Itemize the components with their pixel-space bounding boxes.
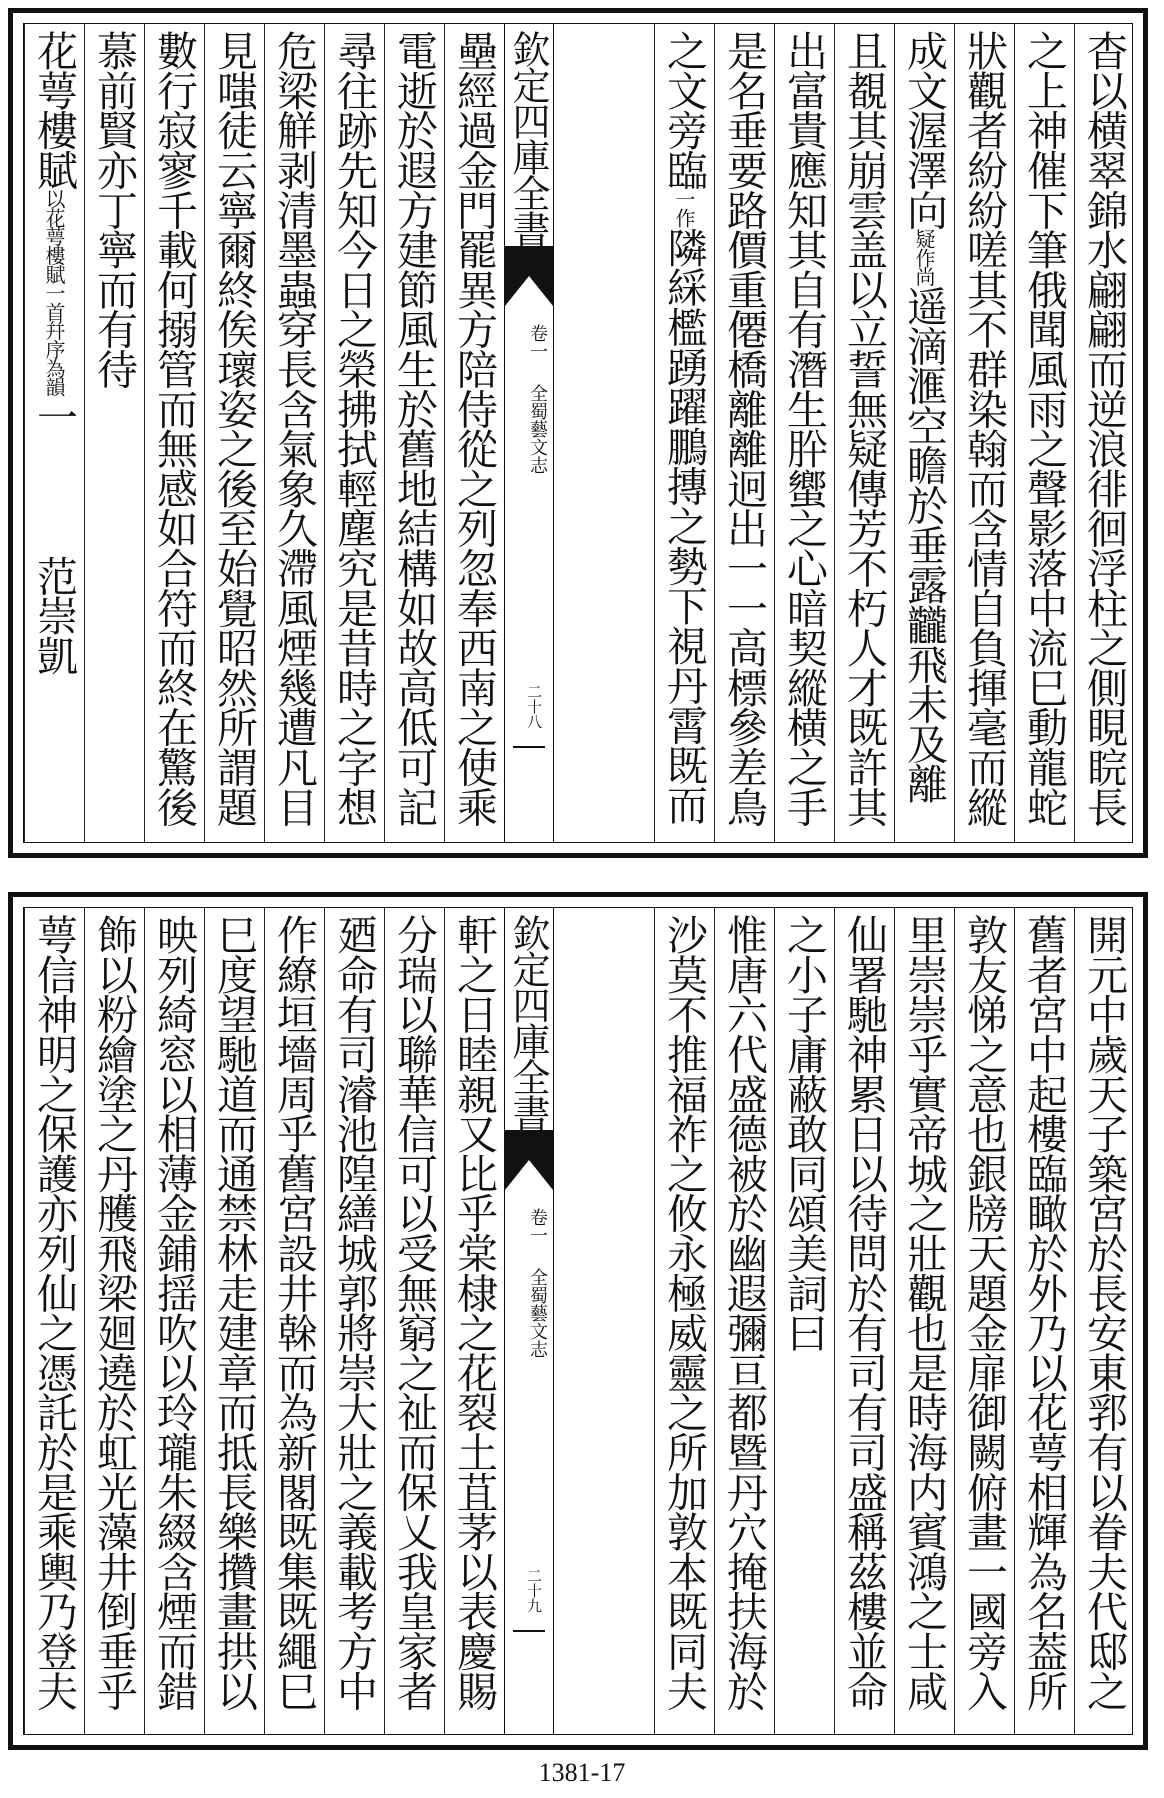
text-column bbox=[774, 24, 834, 842]
column-text: 之小子庸蔽敢同頌美詞曰 bbox=[780, 914, 828, 1352]
text-column bbox=[714, 908, 774, 1734]
spine-column bbox=[504, 24, 554, 842]
text-column bbox=[264, 908, 324, 1734]
column-text: 壘經過金門罷異方陪侍從之列忽奉西南之使乘 bbox=[450, 30, 498, 827]
column-text: 危梁觧剥清墨蟲穿長含氣象久滯風煙幾遭凡目 bbox=[270, 30, 318, 827]
column-text: 萼信神明之保護亦列仙之憑託於是乘輿乃登夫 bbox=[30, 914, 78, 1711]
text-column bbox=[204, 24, 264, 842]
spine-volume: 卷一 bbox=[527, 324, 548, 360]
column-text: 狀觀者紛紛嗟其不群染翰而含情自負揮毫而縱 bbox=[960, 30, 1008, 827]
text-column bbox=[1074, 24, 1134, 842]
text-column bbox=[84, 908, 144, 1734]
text-column bbox=[654, 24, 714, 842]
column-text: 巳度望馳道而通禁林走建章而抵長樂攢畫拱以 bbox=[210, 914, 258, 1711]
text-column bbox=[144, 908, 204, 1734]
column-text: 開元中歲天子築宮於長安東郛有以眷夫代邸之 bbox=[1080, 914, 1128, 1711]
column-text: 見嗤徒云寧爾終俟瓌姿之後至始覺昭然所謂題 bbox=[210, 30, 258, 827]
text-column bbox=[324, 24, 384, 842]
column-text: 映列綺窓以相薄金鋪揺吹以玲瓏朱綴含煙而錯 bbox=[150, 914, 198, 1711]
spine-title: 欽定四庫全書 bbox=[506, 914, 550, 1130]
column-text: 軒之日睦親又比乎棠棣之花裂土苴茅以表慶賜 bbox=[450, 914, 498, 1711]
spine-column bbox=[504, 908, 554, 1734]
column-text: 惟唐六代盛德被於幽遐彌亘都暨丹穴掩扶海於 bbox=[720, 914, 768, 1711]
text-column bbox=[324, 908, 384, 1734]
column-text: 之上神催下筆俄聞風雨之聲影落中流巳動龍蛇 bbox=[1020, 30, 1068, 827]
spine-title: 欽定四庫全書 bbox=[506, 30, 550, 246]
page-number: 二十九 bbox=[525, 1568, 543, 1613]
column-text: 花萼樓賦以花萼樓賦一首幷序為韻一 范崇凱 bbox=[30, 30, 78, 675]
column-text: 杳以横翠錦水翩翩而逆浪徘徊浮柱之側睍睆長 bbox=[1080, 30, 1128, 827]
column-text: 沙莫不推福祚之攸永極威靈之所加敦本既同夫 bbox=[660, 914, 708, 1711]
column-text: 仙署馳神累日以待問於有司有司盛稱茲樓並命 bbox=[840, 914, 888, 1711]
text-column bbox=[834, 908, 894, 1734]
spine-collection: 全蜀藝文志 bbox=[527, 1268, 548, 1358]
text-column bbox=[24, 908, 84, 1734]
column-text: 廼命有司濬池隍繕城郭將崇大壯之義載考方中 bbox=[330, 914, 378, 1711]
interlinear-note: 一作 bbox=[672, 189, 696, 227]
fish-bottom-mark bbox=[513, 1630, 545, 1632]
page-panel-bottom bbox=[8, 892, 1148, 1750]
fish-tail-mark bbox=[505, 246, 553, 306]
column-text: 成文渥澤向疑作尚遥滴滙空瞻於垂露龖飛未及離 bbox=[900, 30, 948, 803]
interlinear-note: 以花萼樓賦一首幷序為韻 bbox=[42, 189, 66, 397]
text-column bbox=[654, 908, 714, 1734]
fish-tail-mark bbox=[505, 1130, 553, 1190]
text-column bbox=[1074, 908, 1134, 1734]
text-frame bbox=[23, 23, 1133, 843]
column-text: 舊者宮中起樓臨瞰於外乃以花萼相輝為名葢所 bbox=[1020, 914, 1068, 1711]
text-column bbox=[204, 908, 264, 1734]
column-text: 敦友悌之意也銀牓天題金扉御闕俯畫一國旁入 bbox=[960, 914, 1008, 1711]
text-column bbox=[444, 908, 504, 1734]
spine-volume: 卷一 bbox=[527, 1208, 548, 1244]
text-column bbox=[24, 24, 84, 842]
text-column bbox=[954, 908, 1014, 1734]
column-text: 作繚垣墻周乎舊宮設井榦而為新閣既集既繩巳 bbox=[270, 914, 318, 1711]
column-text: 數行寂寥千載何搦管而無感如合符而終在驚後 bbox=[150, 30, 198, 827]
page-panel-top bbox=[8, 8, 1148, 858]
column-text: 里崇崇乎實帝城之壯觀也是時海内賓鴻之士咸 bbox=[900, 914, 948, 1711]
text-column bbox=[774, 908, 834, 1734]
page-footer-number: 1381-17 bbox=[538, 1758, 626, 1787]
text-column bbox=[1014, 24, 1074, 842]
text-column bbox=[894, 24, 954, 842]
text-frame bbox=[23, 907, 1133, 1735]
column-text: 飾以粉繪塗之丹雘飛梁廻遶於虹光藻井倒垂乎 bbox=[90, 914, 138, 1711]
column-text: 是名垂要路價重僊橋離離迥出一一高標參差鳥 bbox=[720, 30, 768, 827]
page-number: 二十八 bbox=[525, 684, 543, 729]
column-text: 分瑞以聯華信可以受無窮之祉而保乂我皇家者 bbox=[390, 914, 438, 1711]
text-column bbox=[714, 24, 774, 842]
column-text: 電逝於遐方建節風生於舊地結構如故高低可記 bbox=[390, 30, 438, 827]
text-column bbox=[954, 24, 1014, 842]
text-column bbox=[834, 24, 894, 842]
column-text: 之文旁臨一作隣綵檻踴躍鵬摶之勢下視丹霄既而 bbox=[660, 30, 708, 824]
spine-collection: 全蜀藝文志 bbox=[527, 384, 548, 474]
interlinear-note: 疑作尚 bbox=[912, 229, 936, 286]
text-column bbox=[384, 908, 444, 1734]
text-column bbox=[1014, 908, 1074, 1734]
text-column bbox=[894, 908, 954, 1734]
fish-bottom-mark bbox=[513, 746, 545, 748]
text-column bbox=[144, 24, 204, 842]
column-text: 出富貴應知其自有潛生肸蠁之心暗契縱横之手 bbox=[780, 30, 828, 827]
text-column bbox=[84, 24, 144, 842]
column-text: 尋往跡先知今日之榮拂拭輕塵究是昔時之字想 bbox=[330, 30, 378, 827]
text-column bbox=[264, 24, 324, 842]
text-column bbox=[384, 24, 444, 842]
column-text: 且覩其崩雲盖以立誓無疑傳芳不朽人才既許其 bbox=[840, 30, 888, 827]
column-text: 慕前賢亦丁寧而有待 bbox=[90, 30, 138, 389]
text-column bbox=[444, 24, 504, 842]
